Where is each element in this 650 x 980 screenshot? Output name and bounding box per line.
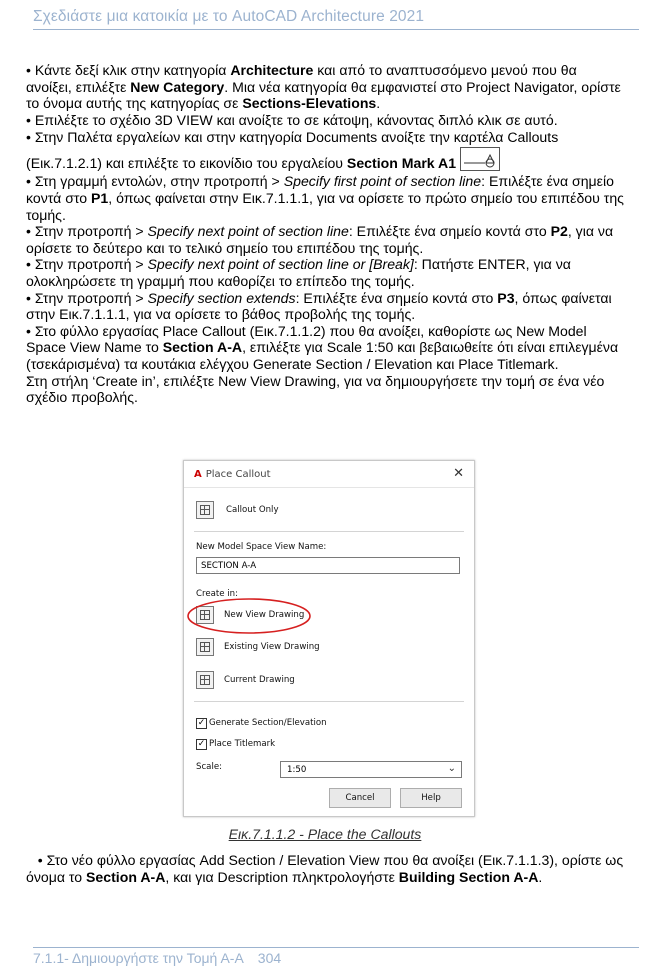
view-name-label: New Model Space View Name: (196, 542, 327, 552)
paragraph-create-in: Στη στήλη ‘Create in’, επιλέξτε New View Drawing, για να δημιουργήσετε την τομή σε ένα νέο σχέδιο προβολής. (26, 372, 605, 406)
text: • Στο νέο φύλλο εργασίας Add Section / Elevation View που θα ανοίξει (Εικ.7.1.1.3), ορίστε ως όνομα το (26, 852, 624, 885)
italic-text: Specify section extends (147, 289, 296, 306)
scale-value: 1:50 (287, 765, 307, 775)
paragraph-place-callout (26, 323, 626, 373)
instructions (26, 62, 626, 406)
text: : Πατήστε ENTER, για να ολοκληρώσετε τη γραμμή που καθορίζει το επίπεδο της τομής. (26, 256, 571, 289)
current-drawing-button[interactable] (196, 671, 214, 689)
autocad-logo-icon: A (194, 469, 202, 480)
italic-text: Specify first point of section line (283, 173, 482, 190)
bold-text: Building Section A-A (398, 868, 539, 885)
bold-text: P1 (91, 189, 109, 206)
text: • Στην προτροπή > (26, 223, 148, 240)
next-instructions (26, 852, 626, 885)
paragraph-callouts (26, 128, 626, 173)
text: • Στην Παλέτα εργαλείων και στην κατηγορία Documents ανοίξτε την καρτέλα Callouts (Εικ.7.1.2.1) και επιλέξτε το εικονίδιο του εργαλείου (26, 129, 559, 172)
section-mark-icon (460, 147, 500, 171)
dialog-title-text: Place Callout (205, 469, 271, 480)
close-icon[interactable]: ✕ (453, 466, 464, 481)
italic-text: Specify next point of section line (147, 223, 349, 240)
paragraph-next-point (26, 223, 626, 256)
text: • Στην προτροπή > (26, 289, 148, 306)
chevron-down-icon: ⌄ (447, 763, 456, 774)
text: . Μια νέα κατηγορία θα εμφανιστεί στο Project Navigator, ορίστε το όνομα αυτής της κατηγορίας σε (26, 78, 621, 112)
paragraph-first-point (26, 173, 626, 223)
bold-text: New Category (130, 78, 225, 95)
text: : Επιλέξτε ένα σημείο κοντά στο (348, 223, 551, 240)
text: , όπως φαίνεται στην Εικ.7.1.1.1, για να ορίσετε το βάθος προβολής της τομής. (26, 289, 612, 323)
text: και από το αναπτυσσόμενο μενού που θα ανοίξει, επιλέξτε (26, 62, 577, 95)
bold-text: Sections-Elevations (242, 95, 377, 112)
text: • Στην προτροπή > (26, 256, 148, 273)
page-footer (33, 947, 639, 966)
callout-only-button[interactable] (196, 501, 214, 519)
text: • Στο φύλλο εργασίας Place Callout (Εικ.7.1.1.2) που θα ανοίξει, καθορίστε ως New Model Space View Name το (26, 322, 587, 356)
text: , επιλέξτε για Scale 1:50 και βεβαιωθείτε ότι είναι επιλεγμένα (τσεκάρισμένα) τα κουτάκια ελέγχου Generate Section / Elevation και Place Titlemark. (26, 339, 619, 372)
bold-text: Section A-A (86, 868, 166, 885)
paragraph-extends (26, 290, 626, 323)
text: . (376, 95, 381, 112)
bold-text: P2 (550, 223, 568, 240)
generate-section-checkbox[interactable]: ✓ (197, 718, 206, 728)
page-number: 304 (257, 950, 282, 966)
create-in-label: Create in: (196, 589, 239, 599)
footer-section: 7.1.1- Δημιουργήστε την Τομή Α-Α (33, 950, 244, 966)
place-titlemark-checkbox[interactable]: ✓ (197, 739, 206, 749)
text: . (538, 868, 543, 885)
bold-text: Section Mark A1 (346, 155, 457, 172)
existing-view-drawing-button[interactable] (196, 638, 214, 656)
current-drawing-label: Current Drawing (224, 675, 295, 685)
paragraph-add-section (26, 852, 626, 885)
text: , για να ορίσετε το δεύτερο και το τελικό σημείο του επιπέδου της τομής. (26, 223, 614, 256)
divider (194, 531, 464, 532)
page-header (33, 8, 639, 30)
new-view-drawing-label: New View Drawing (224, 610, 305, 620)
help-button[interactable]: Help (400, 788, 462, 808)
divider (194, 701, 464, 702)
text: : Επιλέξτε ένα σημείο κοντά στο (26, 173, 614, 206)
header-title: Σχεδιάστε μια κατοικία με το AutoCAD Architecture 2021 (33, 8, 425, 25)
text: , όπως φαίνεται στην Εικ.7.1.1.1, για να ορίσετε το πρώτο σημείο του επιπέδου της τομής. (26, 189, 624, 223)
text: • Κάντε δεξί κλικ στην κατηγορία (26, 62, 231, 78)
dialog-title (194, 469, 271, 480)
view-name-input[interactable] (196, 557, 460, 574)
scale-label: Scale: (196, 762, 223, 772)
paragraph-3d-view: • Επιλέξτε το σχέδιο 3D VIEW και ανοίξτε το σε κάτοψη, κάνοντας διπλό κλικ σε αυτό. (26, 111, 558, 128)
generate-section-label: Generate Section/Elevation (209, 718, 327, 728)
callout-only-label: Callout Only (226, 505, 279, 515)
new-view-drawing-button[interactable] (196, 606, 214, 624)
cancel-button[interactable]: Cancel (329, 788, 391, 808)
italic-text: Specify next point of section line or [Break] (147, 256, 414, 273)
figure-caption: Εικ.7.1.1.2 - Place the Callouts (228, 826, 422, 842)
text: : Επιλέξτε ένα σημείο κοντά στο (295, 289, 498, 306)
bold-text: P3 (497, 289, 515, 306)
text: , και για Description πληκτρολογήστε (165, 868, 399, 885)
text: • Στη γραμμή εντολών, στην προτροπή > (26, 173, 284, 190)
scale-select[interactable] (280, 761, 462, 778)
place-titlemark-label: Place Titlemark (209, 739, 276, 749)
bold-text: Architecture (230, 62, 314, 78)
existing-view-drawing-label: Existing View Drawing (224, 642, 320, 652)
paragraph-new-category (26, 62, 626, 112)
paragraph-break (26, 256, 626, 289)
bold-text: Section A-A (162, 339, 243, 356)
divider (184, 487, 474, 488)
place-callout-dialog (183, 460, 475, 817)
